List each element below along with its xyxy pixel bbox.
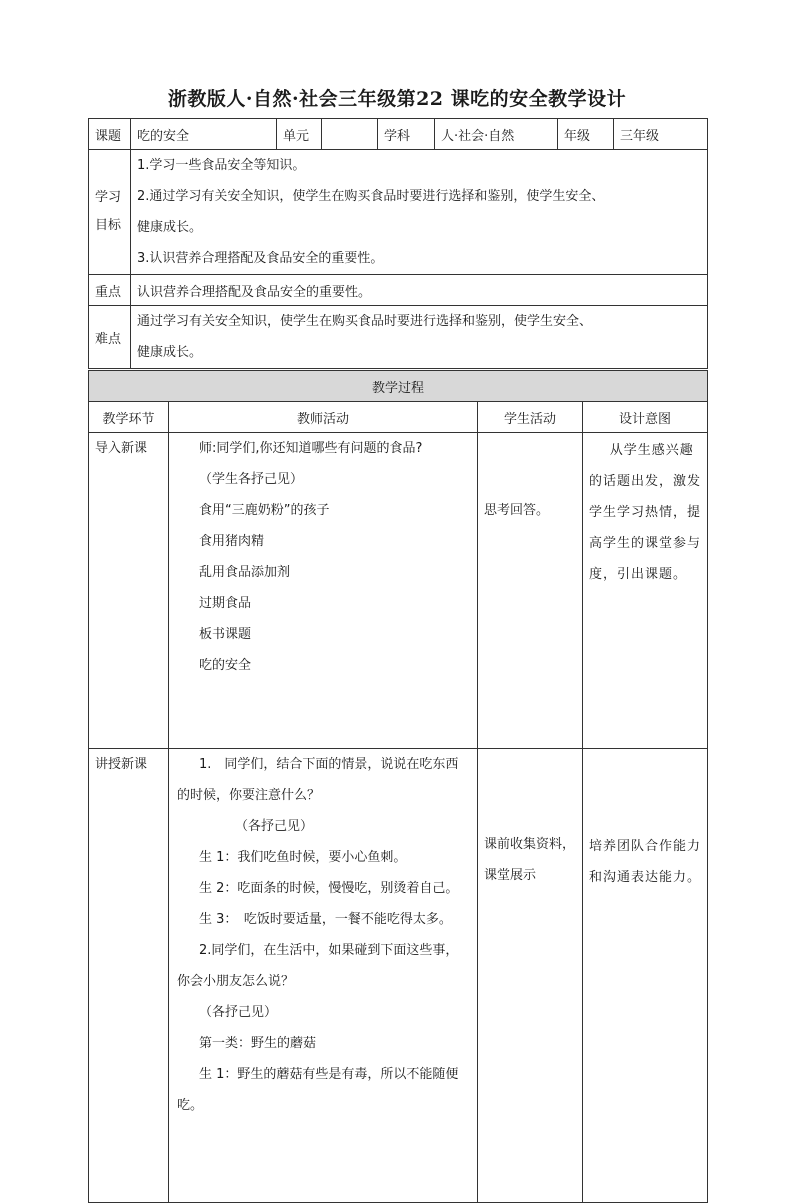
objective-item: 1.学习一些食品安全等知识。 — [137, 158, 306, 173]
teacher-line: 生 1：野生的蘑菇有些是有毒，所以不能随便吃。 — [177, 1067, 459, 1113]
design-intent-text: 培养团队合作能力和沟通表达能力。 — [589, 839, 702, 885]
teacher-line: 生 3： 吃饭时要适量，一餐不能吃得太多。 — [199, 912, 452, 927]
header-row — [89, 119, 708, 150]
teacher-line: （各抒己见） — [235, 819, 314, 834]
objective-item: 健康成长。 — [137, 220, 203, 235]
key-point-label: 重点 — [89, 275, 131, 306]
teacher-line: 乱用食品添加剂 — [199, 565, 291, 580]
column-header-stage: 教学环节 — [89, 402, 169, 433]
unit-label: 单元 — [277, 119, 322, 150]
student-activity-text: 思考回答。 — [484, 503, 550, 518]
teacher-line: 板书课题 — [199, 627, 252, 642]
teacher-line: 师:同学们,你还知道哪些有问题的食品? — [199, 441, 423, 456]
stage-cell: 讲授新课 — [89, 749, 169, 1203]
difficulty-content — [131, 306, 708, 369]
teacher-activity-cell — [169, 749, 478, 1203]
column-header-teacher: 教师活动 — [169, 402, 478, 433]
process-banner-row — [89, 371, 708, 402]
student-activity-cell — [478, 433, 583, 749]
column-header-intent: 设计意图 — [583, 402, 708, 433]
column-header-student: 学生活动 — [478, 402, 583, 433]
teacher-line: 食用“三鹿奶粉”的孩子 — [199, 503, 330, 518]
teacher-line: （学生各抒己见） — [199, 472, 304, 487]
difficulty-label: 难点 — [89, 306, 131, 369]
topic-label: 课题 — [89, 119, 131, 150]
teaching-process-table — [88, 370, 708, 1203]
student-activity-cell — [478, 749, 583, 1203]
stage-cell: 导入新课 — [89, 433, 169, 749]
process-row-teaching — [89, 749, 708, 1203]
objective-item: 3.认识营养合理搭配及食品安全的重要性。 — [137, 251, 384, 266]
lesson-info-table — [88, 118, 708, 369]
teacher-line: 生 1：我们吃鱼时候，要小心鱼刺。 — [199, 850, 407, 865]
grade-value: 三年级 — [614, 119, 708, 150]
teacher-line: 吃的安全 — [199, 658, 252, 673]
process-row-intro — [89, 433, 708, 749]
key-point-row — [89, 275, 708, 306]
teacher-activity-cell — [169, 433, 478, 749]
column-header-row — [89, 402, 708, 433]
design-intent-cell — [583, 749, 708, 1203]
document-title: 浙教版人·自然·社会三年级第22 课吃的安全教学设计 — [167, 88, 627, 110]
teacher-line: 食用猪肉精 — [199, 534, 265, 549]
design-intent-text: 从学生感兴趣的话题出发，激发学生学习热情，提高学生的课堂参与度，引出课题。 — [589, 443, 702, 582]
student-activity-text: 课前收集资料，课堂展示 — [484, 837, 576, 883]
teacher-line: 过期食品 — [199, 596, 252, 611]
objectives-content — [131, 150, 708, 275]
design-intent-cell — [583, 433, 708, 749]
objectives-row — [89, 150, 708, 275]
unit-value — [322, 119, 378, 150]
teacher-line: 生 2：吃面条的时候，慢慢吃，别烫着自己。 — [199, 881, 459, 896]
subject-label: 学科 — [378, 119, 435, 150]
difficulty-line: 健康成长。 — [137, 345, 203, 360]
difficulty-line: 通过学习有关安全知识，使学生在购买食品时要进行选择和鉴别，使学生安全、 — [137, 314, 593, 329]
subject-value: 人·社会·自然 — [435, 119, 558, 150]
topic-value: 吃的安全 — [131, 119, 277, 150]
teacher-line: 第一类：野生的蘑菇 — [199, 1036, 317, 1051]
teacher-line: 1. 同学们，结合下面的情景，说说在吃东西的时候，你要注意什么？ — [177, 757, 459, 803]
process-banner: 教学过程 — [89, 371, 708, 402]
objectives-label: 学习目标 — [89, 150, 131, 275]
difficulty-row — [89, 306, 708, 369]
teacher-line: （各抒己见） — [199, 1005, 278, 1020]
key-point-text: 认识营养合理搭配及食品安全的重要性。 — [131, 275, 708, 306]
teacher-line: 2.同学们，在生活中，如果碰到下面这些事，你会小朋友怎么说？ — [177, 943, 459, 989]
objective-item: 2.通过学习有关安全知识，使学生在购买食品时要进行选择和鉴别，使学生安全、 — [137, 189, 605, 204]
grade-label: 年级 — [558, 119, 614, 150]
